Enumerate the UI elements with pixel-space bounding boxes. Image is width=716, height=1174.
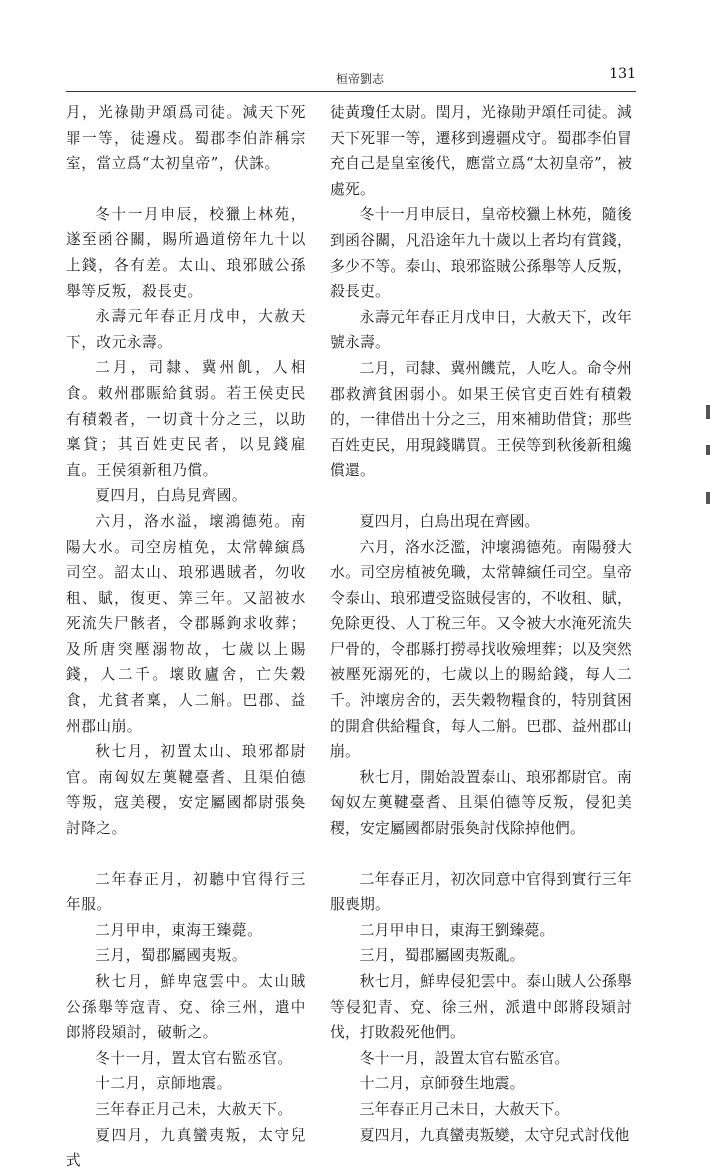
original-paragraph: 三年春正月己未，大赦天下。: [95, 1100, 293, 1118]
original-paragraph: 秋七月，初置太山、琅邪都尉官。南匈奴左薁鞬臺耆、且渠伯德等叛，寇美稷，安定屬國都尉張奐討降之。: [66, 743, 306, 838]
paragraph-gap: [66, 842, 306, 867]
original-paragraph: 永壽元年春正月戊申，大赦天下，改元永壽。: [66, 308, 306, 351]
paragraph-gap: [330, 842, 632, 867]
original-paragraph: 月，光祿勛尹頌爲司徒。減天下死罪一等，徒邊戍。蜀郡李伯詐稱宗室，當立爲“太初皇帝”，伏誅。: [66, 104, 306, 173]
translation-paragraph: 二月甲申日，東海王劉臻薨。: [359, 921, 555, 939]
original-paragraph: 夏四月，白鳥見齊國。: [95, 487, 248, 505]
right-column-translation: [330, 100, 632, 1148]
translation-paragraph: 秋七月，開始設置泰山、琅邪都尉官。南匈奴左薁鞬臺耆、且渠伯德等反叛，侵犯美稷，安定屬國都尉張奐討伐除掉他們。: [330, 768, 632, 838]
translation-paragraph: 永壽元年春正月戊申日，大赦天下，改年號永壽。: [330, 308, 632, 352]
original-paragraph: 冬十一月，置太官右監丞官。: [95, 1049, 293, 1067]
translation-paragraph: 夏四月，九真蠻夷叛變，太守兒式討伐他: [359, 1126, 630, 1144]
page-number: 131: [609, 66, 636, 82]
original-paragraph: 六月，洛水溢，壞鴻德苑。南陽大水。司空房植免，太常韓縯爲司空。詔太山、琅邪遇賊者，勿收租、賦，復更、筭三年。又詔被水死流失尸骸者，令郡縣鉤求收葬；及所唐突壓溺物故，七歲以上賜錢，人二千。壞敗廬舍，亡失穀食，尤貧者稟，人二斛。巴郡、益州郡山崩。: [66, 512, 306, 735]
original-paragraph: 二年春正月，初聽中官得行三年服。: [66, 870, 306, 914]
original-paragraph: 十二月，京師地震。: [95, 1075, 232, 1093]
translation-paragraph: 徒黃瓊任太尉。閏月，光祿勛尹頌任司徒。減天下死罪一等，遷移到邊疆戍守。蜀郡李伯冒充自己是皇室後代，應當立爲“太初皇帝”，被處死。: [330, 104, 632, 198]
translation-paragraph: 二年春正月，初次同意中官得到實行三年服喪期。: [330, 870, 632, 914]
edge-mark: [706, 445, 710, 455]
original-paragraph: 冬十一月申辰，校獵上林苑，遂至函谷關，賜所過道傍年九十以上錢，各有差。太山、琅邪賊公孫舉等反叛，殺長吏。: [66, 205, 306, 300]
original-paragraph: 三月，蜀郡屬國夷叛。: [95, 947, 248, 965]
original-paragraph: 二月，司隸、冀州飢，人相食。敕州郡賑給貧弱。若王侯吏民有積穀者，一切貣十分之三，以助稟貸；其百姓吏民者，以見錢雇直。王侯須新租乃償。: [66, 359, 306, 479]
original-paragraph: 秋七月，鮮卑寇雲中。太山賊公孫舉等寇青、兗、徐三州，遣中郎將段熲討，破斬之。: [66, 973, 306, 1042]
original-paragraph: 夏四月，九真蠻夷叛，太守兒式: [66, 1126, 306, 1170]
translation-paragraph: 冬十一月申辰日，皇帝校獵上林苑，隨後到函谷關，凡沿途年九十歲以上者均有賞錢，多少不等。泰山、琅邪盜賊公孫舉等人反叛，殺長吏。: [330, 206, 632, 301]
translation-paragraph: 三年春正月己未日，大赦天下。: [359, 1100, 570, 1118]
edge-mark: [706, 405, 710, 419]
translation-paragraph: 夏四月，白鳥出現在齊國。: [359, 512, 540, 530]
original-paragraph: 二月甲申，東海王臻薨。: [95, 921, 263, 939]
edge-mark: [706, 492, 710, 504]
translation-paragraph: 十二月，京師發生地震。: [359, 1075, 525, 1093]
header-rule: [66, 91, 636, 92]
translation-paragraph: 秋七月，鮮卑侵犯雲中。泰山賊人公孫舉等侵犯青、兗、徐三州，派遣中郎將段熲討伐，打敗殺死他們。: [330, 973, 632, 1042]
translation-paragraph: 冬十一月，設置太官右監丞官。: [359, 1049, 570, 1067]
left-column-original-text: [66, 100, 306, 1174]
translation-paragraph: 三月，蜀郡屬國夷叛亂。: [359, 947, 525, 965]
translation-paragraph: 二月，司隸、冀州饑荒，人吃人。命令州郡救濟貧困弱小。如果王侯官吏百姓有積穀的，一律借出十分之三，用來補助借貸；那些百姓吏民，用現錢購買。王侯等到秋後新租纔償還。: [330, 359, 632, 480]
paragraph-gap: [66, 177, 306, 202]
running-head-title: 桓帝劉志: [335, 72, 384, 86]
paragraph-gap: [330, 484, 632, 509]
translation-paragraph: 六月，洛水泛濫，沖壞鴻德苑。南陽發大水。司空房植被免職，太常韓縯任司空。皇帝令泰山、琅邪遭受盜賊侵害的，不收租、賦，免除更役、人丁稅三年。又令被大水淹死流失尸骨的，令郡縣打撈尋找收殮埋葬；以及突然被壓死溺死的，七歲以上的賜給錢，每人二千。沖壞房舍的，丟失穀物糧食的，特別貧困的開倉供給糧食，每人二斛。巴郡、益州郡山崩。: [330, 538, 632, 761]
